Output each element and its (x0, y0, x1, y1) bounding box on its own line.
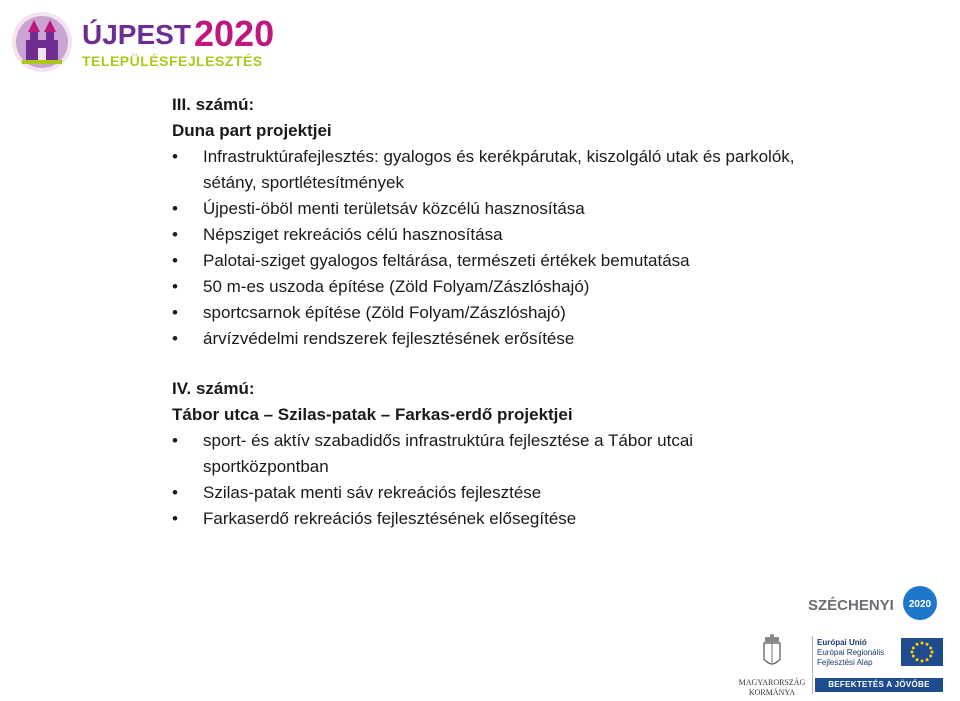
section4-number: IV. számú: (172, 379, 255, 398)
logo-subtitle: TELEPÜLÉSFEJLESZTÉS (82, 53, 263, 69)
szechenyi-text: SZÉCHENYI (808, 597, 894, 614)
eu-text-block (817, 638, 897, 668)
hu-line2: KORMÁNYA (748, 688, 796, 697)
ujpest-2020-logo (8, 6, 278, 74)
hungarian-coat-of-arms-icon (737, 633, 807, 673)
eu-line1: Európai Unió (817, 638, 867, 647)
list-item: • Újpesti-öböl menti területsáv közcélú hasznosítása (172, 196, 812, 222)
section4-list (172, 428, 812, 532)
list-item: • Infrastruktúrafejlesztés: gyalogos és kerékpárutak, kiszolgáló utak és parkolók, sétány, sportlétesítmények (172, 144, 812, 196)
section4-title: Tábor utca – Szilas-patak – Farkas-erdő projektjei (172, 405, 573, 424)
list-item: • Palotai-sziget gyalogos feltárása, természeti értékek bemutatása (172, 248, 812, 274)
eu-fund-logo (815, 636, 943, 692)
list-item: • Farkaserdő rekreációs fejlesztésének elősegítése (172, 506, 812, 532)
list-item: • Népsziget rekreációs célú hasznosítása (172, 222, 812, 248)
section3-number: III. számú: (172, 95, 255, 114)
castle-emblem-icon (12, 12, 72, 72)
section3-list (172, 144, 812, 352)
hu-line1: MAGYARORSZÁG (738, 678, 806, 687)
section3-title: Duna part projektjei (172, 121, 332, 140)
eu-line3: Fejlesztési Alap (817, 658, 873, 667)
eu-flag-icon (901, 638, 943, 666)
slide-body (172, 92, 812, 532)
eu-line2: Európai Regionális (817, 648, 885, 657)
szechenyi-2020-logo (808, 585, 938, 625)
logo-divider (812, 636, 813, 694)
list-item: • sport- és aktív szabadidős infrastruktúra fejlesztése a Tábor utcai sportközpontban (172, 428, 812, 480)
list-item: • 50 m-es uszoda építése (Zöld Folyam/Zászlóshajó) (172, 274, 812, 300)
logo-year: 2020 (194, 13, 275, 54)
szechenyi-badge: 2020 (908, 599, 932, 610)
list-item: • sportcsarnok építése (Zöld Folyam/Zászlóshajó) (172, 300, 812, 326)
logo-word: ÚJPEST (82, 19, 191, 50)
eu-band: BEFEKTETÉS A JÖVŐBE (815, 678, 943, 692)
list-item: • Szilas-patak menti sáv rekreációs fejlesztése (172, 480, 812, 506)
hungarian-government-logo (737, 633, 807, 697)
list-item: • árvízvédelmi rendszerek fejlesztésének erősítése (172, 326, 812, 352)
